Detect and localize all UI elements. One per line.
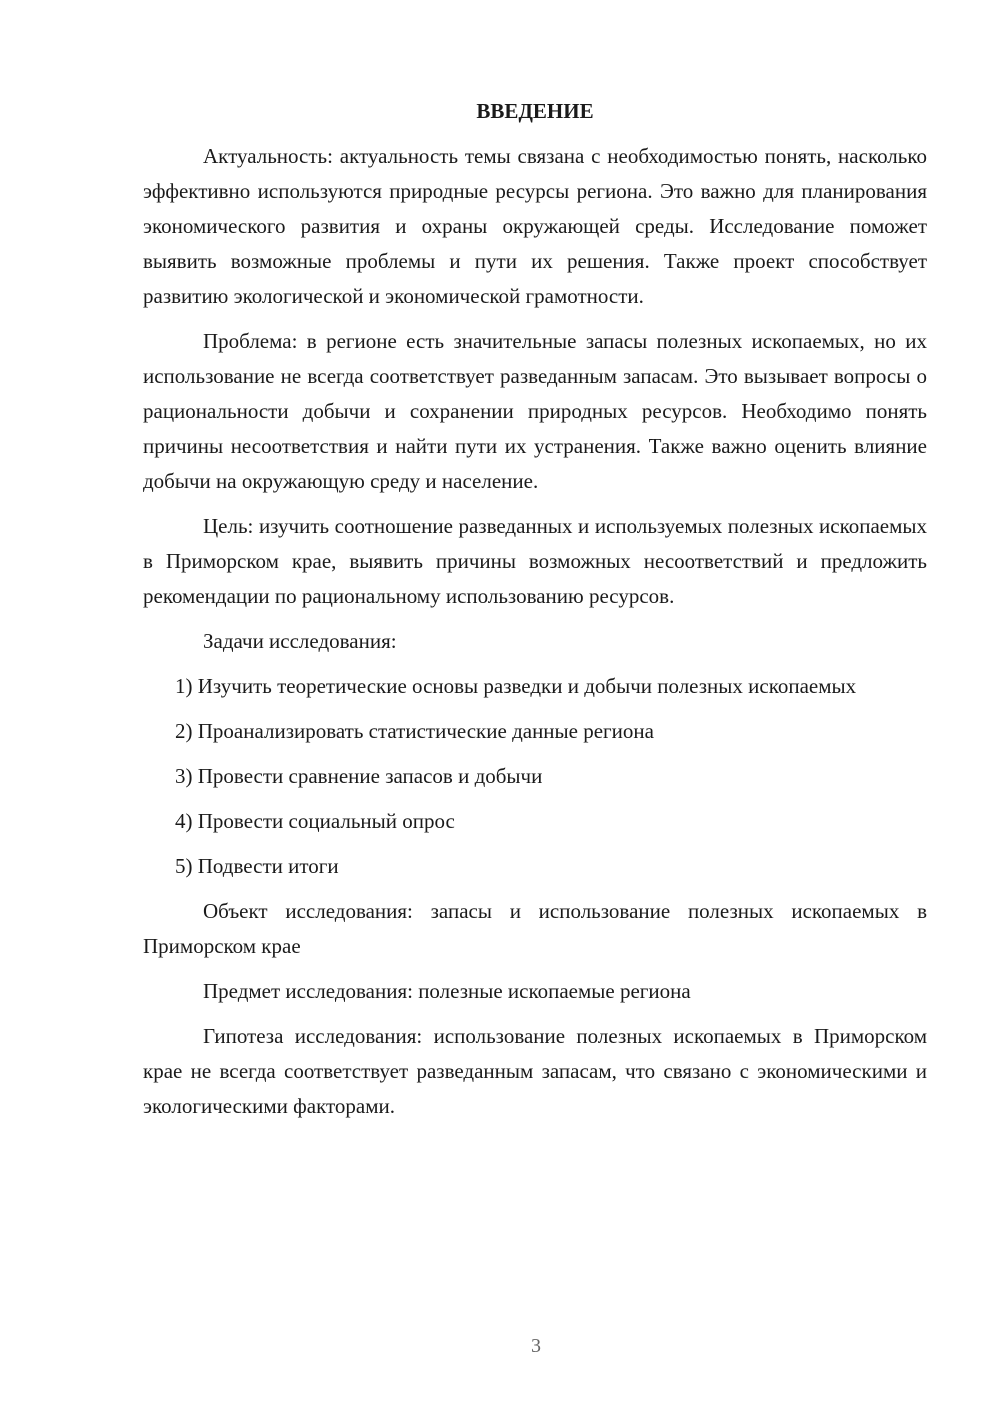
relevance-paragraph: Актуальность: актуальность темы связана с необходимостью понять, насколько эффективно используются природные ресурсы региона. Это важно для планирования экономического развития и охраны окружающей среды. Исследование поможет выявить возможные проблемы и пути их решения. Также проект способствует развитию экологической и экономической грамотности. <box>143 144 927 308</box>
goal-paragraph: Цель: изучить соотношение разведанных и используемых полезных ископаемых в Приморском крае, выявить причины возможных несоответствий и предложить рекомендации по рациональному использованию ресурсов. <box>143 514 927 608</box>
subject-paragraph: Предмет исследования: полезные ископаемые региона <box>203 979 691 1003</box>
object-paragraph: Объект исследования: запасы и использование полезных ископаемых в Приморском крае <box>143 899 927 958</box>
task-item-1: 1) Изучить теоретические основы разведки и добычи полезных ископаемых <box>175 674 857 698</box>
task-item-5: 5) Подвести итоги <box>175 854 339 878</box>
tasks-heading: Задачи исследования: <box>203 629 397 653</box>
problem-paragraph: Проблема: в регионе есть значительные запасы полезных ископаемых, но их использование не всегда соответствует разведанным запасам. Это вызывает вопросы о рациональности добычи и сохранении природных ресурсов. Необходимо понять причины несоответствия и найти пути их устранения. Также важно оценить влияние добычи на окружающую среду и население. <box>143 329 927 493</box>
task-item-3: 3) Провести сравнение запасов и добычи <box>175 764 543 788</box>
page-number: 3 <box>531 1335 541 1357</box>
task-item-2: 2) Проанализировать статистические данные региона <box>175 719 654 743</box>
section-title: ВВЕДЕНИЕ <box>476 99 594 123</box>
task-item-4: 4) Провести социальный опрос <box>175 809 455 833</box>
hypothesis-paragraph: Гипотеза исследования: использование полезных ископаемых в Приморском крае не всегда соответствует разведанным запасам, что связано с экономическими и экологическими факторами. <box>143 1024 927 1118</box>
page-content <box>143 94 927 1134</box>
